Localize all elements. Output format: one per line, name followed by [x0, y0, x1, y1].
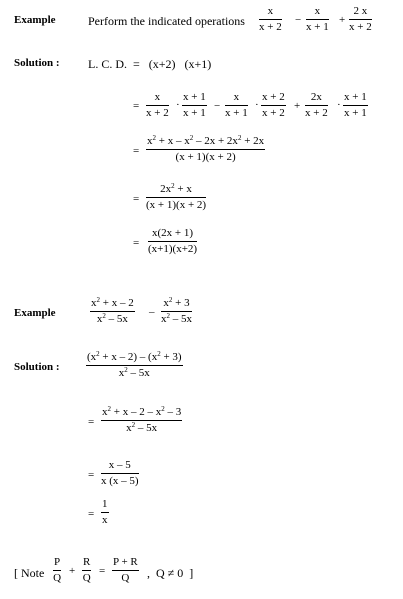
s3-fraction: $\frac{2x^2 + x}{(x + 1)(x + 2)}$	[146, 182, 207, 211]
equals-sign: =	[133, 193, 140, 205]
equals-sign: =	[88, 508, 95, 520]
s1-frac-f: $\frac{x + 1}{x + 1}$	[344, 91, 367, 119]
dot-sign: ·	[176, 99, 180, 111]
dot-sign: ·	[337, 99, 341, 111]
sol2-fraction-3: $\frac{1}{x}$	[102, 498, 108, 526]
ex1-fraction-2: $\frac{x}{x + 1}$	[306, 5, 329, 33]
solution-1-label: Solution :	[14, 57, 60, 69]
minus-sign: −	[295, 14, 302, 26]
equals-sign: =	[133, 100, 140, 112]
s1-frac-c: $\frac{x}{x + 1}$	[225, 91, 248, 119]
example-2-label: Example	[14, 307, 56, 319]
note-open: [ Note	[14, 566, 45, 580]
example-1-prompt: Perform the indicated operations	[88, 14, 245, 28]
plus-sign: +	[339, 14, 346, 26]
plus-sign: +	[294, 100, 301, 112]
plus-sign: +	[69, 565, 76, 577]
ex2-fraction-1: $\frac{x^2 + x - 2}{x^2 - 5x}$	[91, 296, 134, 325]
dot-sign: ·	[255, 99, 259, 111]
s2-fraction: $\frac{x^2 + x - x^2 - 2x + 2x^2 + 2x}{(x + 1)(x + 2)}$	[147, 134, 265, 163]
minus-sign: –	[149, 306, 155, 318]
minus-sign: −	[214, 100, 221, 112]
sol2-fraction-0: $\frac{(x^2 + x - 2) - (x^2 + 3)}{x^2 - 5x}$	[87, 350, 182, 379]
note-tail: , Q ≠ 0 ]	[147, 566, 194, 580]
equals-sign: =	[88, 416, 95, 428]
equals-sign: =	[133, 145, 140, 157]
s4-fraction: $\frac{x(2x + 1)}{(x+1)(x+2)}$	[148, 227, 198, 255]
note-fraction-p: $\frac{P}{Q}$	[53, 556, 62, 584]
solution-2-label: Solution :	[14, 361, 60, 373]
note-fraction-pr: $\frac{P + R}{Q}$	[113, 556, 138, 584]
lcd-line: L. C. D. = (x+2) (x+1)	[88, 57, 212, 71]
ex1-fraction-3: $\frac{2 x}{x + 2}$	[349, 5, 372, 33]
equals-sign: =	[99, 565, 106, 577]
equals-sign: =	[133, 237, 140, 249]
ex1-fraction-1: $\frac{x}{x + 2}$	[259, 5, 282, 33]
note-fraction-r: $\frac{R}{Q}$	[82, 556, 91, 584]
ex2-fraction-2: $\frac{x^2 + 3}{x^2 - 5x}$	[161, 296, 192, 325]
example-1-label: Example	[14, 14, 56, 26]
s1-frac-b: $\frac{x + 1}{x + 1}$	[183, 91, 206, 119]
sol2-fraction-1: $\frac{x^2 + x - 2 - x^2 - 3}{x^2 - 5x}$	[102, 405, 182, 434]
s1-frac-e: $\frac{2x}{x + 2}$	[305, 91, 328, 119]
equals-sign: =	[88, 469, 95, 481]
s1-frac-d: $\frac{x + 2}{x + 2}$	[262, 91, 285, 119]
s1-frac-a: $\frac{x}{x + 2}$	[146, 91, 169, 119]
sol2-fraction-2: $\frac{x - 5}{x (x - 5)}$	[101, 459, 139, 487]
